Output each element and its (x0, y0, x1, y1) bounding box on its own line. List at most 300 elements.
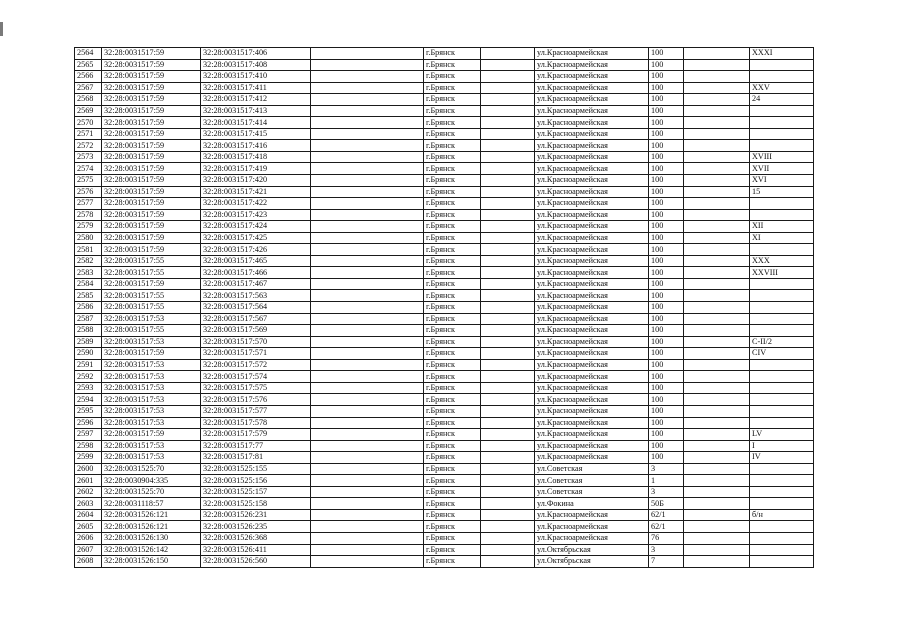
row-number: 2599 (75, 452, 102, 464)
table-row (75, 359, 814, 371)
house-number-cell: 100 (649, 267, 684, 279)
blank-column-3 (684, 244, 750, 256)
street-cell: ул.Красноармейская (535, 82, 649, 94)
object-cadastral-number: 32:28:0031517:411 (201, 82, 311, 94)
blank-column-2 (481, 175, 535, 187)
table-row (75, 302, 814, 314)
object-cadastral-number: 32:28:0031517:567 (201, 313, 311, 325)
city-cell: г.Брянск (424, 509, 481, 521)
row-number: 2604 (75, 509, 102, 521)
object-cadastral-number: 32:28:0031517:408 (201, 59, 311, 71)
blank-column-2 (481, 394, 535, 406)
object-cadastral-number: 32:28:0031517:563 (201, 290, 311, 302)
blank-column (311, 302, 424, 314)
blank-column (311, 313, 424, 325)
object-cadastral-number: 32:28:0031526:231 (201, 509, 311, 521)
room-number-cell: CIV (750, 348, 814, 360)
blank-column (311, 244, 424, 256)
street-cell: ул.Красноармейская (535, 336, 649, 348)
blank-column (311, 117, 424, 129)
street-cell: ул.Красноармейская (535, 163, 649, 175)
table-row (75, 59, 814, 71)
object-cadastral-number: 32:28:0031517:412 (201, 94, 311, 106)
blank-column (311, 186, 424, 198)
blank-column-3 (684, 544, 750, 556)
blank-column-3 (684, 509, 750, 521)
parcel-cadastral-number: 32:28:0031517:53 (102, 371, 201, 383)
blank-column (311, 59, 424, 71)
city-cell: г.Брянск (424, 475, 481, 487)
city-cell: г.Брянск (424, 302, 481, 314)
blank-column-3 (684, 394, 750, 406)
house-number-cell: 7 (649, 556, 684, 568)
room-number-cell (750, 302, 814, 314)
table-row (75, 556, 814, 568)
room-number-cell: XXVIII (750, 267, 814, 279)
parcel-cadastral-number: 32:28:0031517:59 (102, 163, 201, 175)
blank-column (311, 348, 424, 360)
blank-column-2 (481, 463, 535, 475)
parcel-cadastral-number: 32:28:0031517:59 (102, 82, 201, 94)
street-cell: ул.Красноармейская (535, 186, 649, 198)
blank-column-3 (684, 313, 750, 325)
blank-column-2 (481, 509, 535, 521)
object-cadastral-number: 32:28:0031517:576 (201, 394, 311, 406)
object-cadastral-number: 32:28:0031517:467 (201, 278, 311, 290)
parcel-cadastral-number: 32:28:0031525:70 (102, 463, 201, 475)
parcel-cadastral-number: 32:28:0031517:55 (102, 302, 201, 314)
table-row (75, 336, 814, 348)
row-number: 2588 (75, 325, 102, 337)
street-cell: ул.Красноармейская (535, 440, 649, 452)
city-cell: г.Брянск (424, 429, 481, 441)
property-registry-table (74, 47, 814, 568)
table-row (75, 394, 814, 406)
street-cell: ул.Красноармейская (535, 325, 649, 337)
parcel-cadastral-number: 32:28:0031517:55 (102, 290, 201, 302)
table-row (75, 117, 814, 129)
row-number: 2583 (75, 267, 102, 279)
parcel-cadastral-number: 32:28:0031517:59 (102, 232, 201, 244)
city-cell: г.Брянск (424, 290, 481, 302)
parcel-cadastral-number: 32:28:0031517:53 (102, 359, 201, 371)
row-number: 2594 (75, 394, 102, 406)
table-row (75, 371, 814, 383)
row-number: 2575 (75, 175, 102, 187)
street-cell: ул.Красноармейская (535, 405, 649, 417)
table-row (75, 71, 814, 83)
house-number-cell: 100 (649, 186, 684, 198)
parcel-cadastral-number: 32:28:0031517:55 (102, 255, 201, 267)
table-row (75, 532, 814, 544)
house-number-cell: 100 (649, 71, 684, 83)
row-number: 2578 (75, 209, 102, 221)
blank-column (311, 94, 424, 106)
row-number: 2586 (75, 302, 102, 314)
object-cadastral-number: 32:28:0031517:421 (201, 186, 311, 198)
blank-column-2 (481, 140, 535, 152)
blank-column (311, 325, 424, 337)
street-cell: ул.Красноармейская (535, 359, 649, 371)
row-number: 2568 (75, 94, 102, 106)
blank-column-3 (684, 278, 750, 290)
table-row (75, 175, 814, 187)
row-number: 2603 (75, 498, 102, 510)
city-cell: г.Брянск (424, 198, 481, 210)
blank-column-3 (684, 163, 750, 175)
house-number-cell: 100 (649, 440, 684, 452)
city-cell: г.Брянск (424, 556, 481, 568)
street-cell: ул.Красноармейская (535, 382, 649, 394)
house-number-cell: 100 (649, 255, 684, 267)
street-cell: ул.Красноармейская (535, 244, 649, 256)
room-number-cell (750, 117, 814, 129)
table-row (75, 498, 814, 510)
object-cadastral-number: 32:28:0031517:77 (201, 440, 311, 452)
row-number: 2607 (75, 544, 102, 556)
row-number: 2608 (75, 556, 102, 568)
blank-column-3 (684, 336, 750, 348)
parcel-cadastral-number: 32:28:0031517:53 (102, 440, 201, 452)
house-number-cell: 100 (649, 105, 684, 117)
table-row (75, 290, 814, 302)
object-cadastral-number: 32:28:0031517:579 (201, 429, 311, 441)
blank-column (311, 475, 424, 487)
blank-column (311, 105, 424, 117)
row-number: 2602 (75, 486, 102, 498)
table-row (75, 440, 814, 452)
street-cell: ул.Красноармейская (535, 175, 649, 187)
parcel-cadastral-number: 32:28:0031517:59 (102, 59, 201, 71)
parcel-cadastral-number: 32:28:0031526:121 (102, 509, 201, 521)
row-number: 2565 (75, 59, 102, 71)
blank-column-3 (684, 486, 750, 498)
street-cell: ул.Красноармейская (535, 128, 649, 140)
row-number: 2572 (75, 140, 102, 152)
table-row (75, 405, 814, 417)
table-row (75, 209, 814, 221)
blank-column-3 (684, 556, 750, 568)
street-cell: ул.Красноармейская (535, 521, 649, 533)
blank-column-3 (684, 209, 750, 221)
blank-column-2 (481, 71, 535, 83)
parcel-cadastral-number: 32:28:0031526:150 (102, 556, 201, 568)
table-row (75, 232, 814, 244)
object-cadastral-number: 32:28:0031517:425 (201, 232, 311, 244)
blank-column-3 (684, 359, 750, 371)
blank-column (311, 255, 424, 267)
city-cell: г.Брянск (424, 163, 481, 175)
blank-column-3 (684, 71, 750, 83)
room-number-cell (750, 325, 814, 337)
object-cadastral-number: 32:28:0031517:466 (201, 267, 311, 279)
table-row (75, 244, 814, 256)
street-cell: ул.Красноармейская (535, 509, 649, 521)
parcel-cadastral-number: 32:28:0031517:53 (102, 452, 201, 464)
blank-column-3 (684, 475, 750, 487)
parcel-cadastral-number: 32:28:0031517:59 (102, 94, 201, 106)
table-row (75, 475, 814, 487)
house-number-cell: 100 (649, 232, 684, 244)
house-number-cell: 100 (649, 198, 684, 210)
blank-column-3 (684, 429, 750, 441)
row-number: 2576 (75, 186, 102, 198)
city-cell: г.Брянск (424, 82, 481, 94)
blank-column-2 (481, 556, 535, 568)
table-row (75, 186, 814, 198)
row-number: 2595 (75, 405, 102, 417)
row-number: 2569 (75, 105, 102, 117)
table-row (75, 267, 814, 279)
table-row (75, 452, 814, 464)
room-number-cell (750, 290, 814, 302)
blank-column-2 (481, 59, 535, 71)
city-cell: г.Брянск (424, 394, 481, 406)
parcel-cadastral-number: 32:28:0031517:59 (102, 140, 201, 152)
house-number-cell: 100 (649, 94, 684, 106)
row-number: 2577 (75, 198, 102, 210)
house-number-cell: 100 (649, 117, 684, 129)
room-number-cell (750, 463, 814, 475)
parcel-cadastral-number: 32:28:0031517:53 (102, 382, 201, 394)
city-cell: г.Брянск (424, 521, 481, 533)
blank-column (311, 48, 424, 60)
city-cell: г.Брянск (424, 140, 481, 152)
room-number-cell: XXV (750, 82, 814, 94)
parcel-cadastral-number: 32:28:0031526:142 (102, 544, 201, 556)
street-cell: ул.Красноармейская (535, 151, 649, 163)
house-number-cell: 100 (649, 348, 684, 360)
house-number-cell: 100 (649, 405, 684, 417)
city-cell: г.Брянск (424, 128, 481, 140)
blank-column (311, 371, 424, 383)
room-number-cell (750, 486, 814, 498)
parcel-cadastral-number: 32:28:0031517:59 (102, 128, 201, 140)
city-cell: г.Брянск (424, 532, 481, 544)
street-cell: ул.Красноармейская (535, 278, 649, 290)
blank-column (311, 209, 424, 221)
blank-column-3 (684, 198, 750, 210)
house-number-cell: 100 (649, 359, 684, 371)
street-cell: ул.Красноармейская (535, 290, 649, 302)
city-cell: г.Брянск (424, 382, 481, 394)
table-row (75, 382, 814, 394)
room-number-cell: LV (750, 429, 814, 441)
house-number-cell: 62/1 (649, 509, 684, 521)
house-number-cell: 100 (649, 278, 684, 290)
blank-column-3 (684, 371, 750, 383)
blank-column (311, 417, 424, 429)
street-cell: ул.Красноармейская (535, 452, 649, 464)
blank-column (311, 429, 424, 441)
blank-column-3 (684, 117, 750, 129)
house-number-cell: 100 (649, 163, 684, 175)
blank-column-3 (684, 151, 750, 163)
table-row (75, 48, 814, 60)
blank-column-2 (481, 82, 535, 94)
city-cell: г.Брянск (424, 232, 481, 244)
table-row (75, 82, 814, 94)
table-row (75, 486, 814, 498)
street-cell: ул.Красноармейская (535, 302, 649, 314)
street-cell: ул.Красноармейская (535, 105, 649, 117)
blank-column (311, 521, 424, 533)
object-cadastral-number: 32:28:0031525:157 (201, 486, 311, 498)
object-cadastral-number: 32:28:0031525:156 (201, 475, 311, 487)
house-number-cell: 100 (649, 452, 684, 464)
row-number: 2601 (75, 475, 102, 487)
object-cadastral-number: 32:28:0031525:158 (201, 498, 311, 510)
city-cell: г.Брянск (424, 71, 481, 83)
object-cadastral-number: 32:28:0031517:572 (201, 359, 311, 371)
blank-column-2 (481, 105, 535, 117)
room-number-cell (750, 475, 814, 487)
house-number-cell: 100 (649, 48, 684, 60)
blank-column-3 (684, 105, 750, 117)
parcel-cadastral-number: 32:28:0031517:53 (102, 417, 201, 429)
object-cadastral-number: 32:28:0031517:578 (201, 417, 311, 429)
row-number: 2585 (75, 290, 102, 302)
blank-column-3 (684, 440, 750, 452)
object-cadastral-number: 32:28:0031526:235 (201, 521, 311, 533)
blank-column-3 (684, 186, 750, 198)
house-number-cell: 100 (649, 417, 684, 429)
city-cell: г.Брянск (424, 94, 481, 106)
blank-column-2 (481, 255, 535, 267)
blank-column-2 (481, 128, 535, 140)
street-cell: ул.Красноармейская (535, 140, 649, 152)
table-row (75, 417, 814, 429)
street-cell: ул.Советская (535, 486, 649, 498)
object-cadastral-number: 32:28:0031517:574 (201, 371, 311, 383)
blank-column-3 (684, 94, 750, 106)
blank-column-2 (481, 186, 535, 198)
city-cell: г.Брянск (424, 440, 481, 452)
parcel-cadastral-number: 32:28:0030904:335 (102, 475, 201, 487)
blank-column (311, 232, 424, 244)
scan-edge-mark (0, 22, 3, 36)
room-number-cell (750, 359, 814, 371)
room-number-cell: C-II/2 (750, 336, 814, 348)
parcel-cadastral-number: 32:28:0031517:55 (102, 267, 201, 279)
blank-column (311, 509, 424, 521)
parcel-cadastral-number: 32:28:0031517:59 (102, 429, 201, 441)
blank-column-3 (684, 48, 750, 60)
blank-column (311, 82, 424, 94)
house-number-cell: 100 (649, 302, 684, 314)
city-cell: г.Брянск (424, 498, 481, 510)
street-cell: ул.Советская (535, 463, 649, 475)
room-number-cell: XVI (750, 175, 814, 187)
city-cell: г.Брянск (424, 313, 481, 325)
parcel-cadastral-number: 32:28:0031526:121 (102, 521, 201, 533)
row-number: 2579 (75, 221, 102, 233)
city-cell: г.Брянск (424, 278, 481, 290)
blank-column (311, 463, 424, 475)
blank-column-2 (481, 417, 535, 429)
street-cell: ул.Красноармейская (535, 232, 649, 244)
city-cell: г.Брянск (424, 405, 481, 417)
room-number-cell: XVII (750, 163, 814, 175)
object-cadastral-number: 32:28:0031517:420 (201, 175, 311, 187)
house-number-cell: 50Б (649, 498, 684, 510)
object-cadastral-number: 32:28:0031517:410 (201, 71, 311, 83)
blank-column (311, 486, 424, 498)
table-row (75, 348, 814, 360)
blank-column-2 (481, 429, 535, 441)
parcel-cadastral-number: 32:28:0031517:59 (102, 71, 201, 83)
street-cell: ул.Красноармейская (535, 313, 649, 325)
object-cadastral-number: 32:28:0031526:560 (201, 556, 311, 568)
blank-column-2 (481, 94, 535, 106)
row-number: 2581 (75, 244, 102, 256)
house-number-cell: 76 (649, 532, 684, 544)
table-row (75, 105, 814, 117)
blank-column (311, 151, 424, 163)
city-cell: г.Брянск (424, 336, 481, 348)
blank-column-3 (684, 232, 750, 244)
object-cadastral-number: 32:28:0031517:424 (201, 221, 311, 233)
blank-column-3 (684, 417, 750, 429)
blank-column-2 (481, 209, 535, 221)
city-cell: г.Брянск (424, 417, 481, 429)
room-number-cell: 15 (750, 186, 814, 198)
room-number-cell (750, 198, 814, 210)
row-number: 2570 (75, 117, 102, 129)
row-number: 2564 (75, 48, 102, 60)
city-cell: г.Брянск (424, 244, 481, 256)
blank-column-3 (684, 463, 750, 475)
object-cadastral-number: 32:28:0031517:414 (201, 117, 311, 129)
table-row (75, 128, 814, 140)
row-number: 2591 (75, 359, 102, 371)
city-cell: г.Брянск (424, 255, 481, 267)
object-cadastral-number: 32:28:0031517:81 (201, 452, 311, 464)
row-number: 2587 (75, 313, 102, 325)
house-number-cell: 100 (649, 221, 684, 233)
blank-column-2 (481, 267, 535, 279)
street-cell: ул.Красноармейская (535, 371, 649, 383)
table-row (75, 221, 814, 233)
parcel-cadastral-number: 32:28:0031517:59 (102, 151, 201, 163)
city-cell: г.Брянск (424, 486, 481, 498)
row-number: 2606 (75, 532, 102, 544)
street-cell: ул.Советская (535, 475, 649, 487)
city-cell: г.Брянск (424, 348, 481, 360)
street-cell: ул.Красноармейская (535, 267, 649, 279)
row-number: 2600 (75, 463, 102, 475)
blank-column-2 (481, 371, 535, 383)
room-number-cell: 24 (750, 94, 814, 106)
parcel-cadastral-number: 32:28:0031517:59 (102, 175, 201, 187)
object-cadastral-number: 32:28:0031525:155 (201, 463, 311, 475)
blank-column (311, 405, 424, 417)
room-number-cell (750, 371, 814, 383)
document-page (74, 47, 814, 568)
city-cell: г.Брянск (424, 48, 481, 60)
blank-column-2 (481, 498, 535, 510)
registry-body (75, 48, 814, 568)
blank-column-3 (684, 302, 750, 314)
blank-column (311, 359, 424, 371)
parcel-cadastral-number: 32:28:0031517:59 (102, 244, 201, 256)
street-cell: ул.Красноармейская (535, 48, 649, 60)
room-number-cell (750, 278, 814, 290)
parcel-cadastral-number: 32:28:0031525:70 (102, 486, 201, 498)
parcel-cadastral-number: 32:28:0031517:59 (102, 221, 201, 233)
house-number-cell: 3 (649, 463, 684, 475)
street-cell: ул.Фокина (535, 498, 649, 510)
